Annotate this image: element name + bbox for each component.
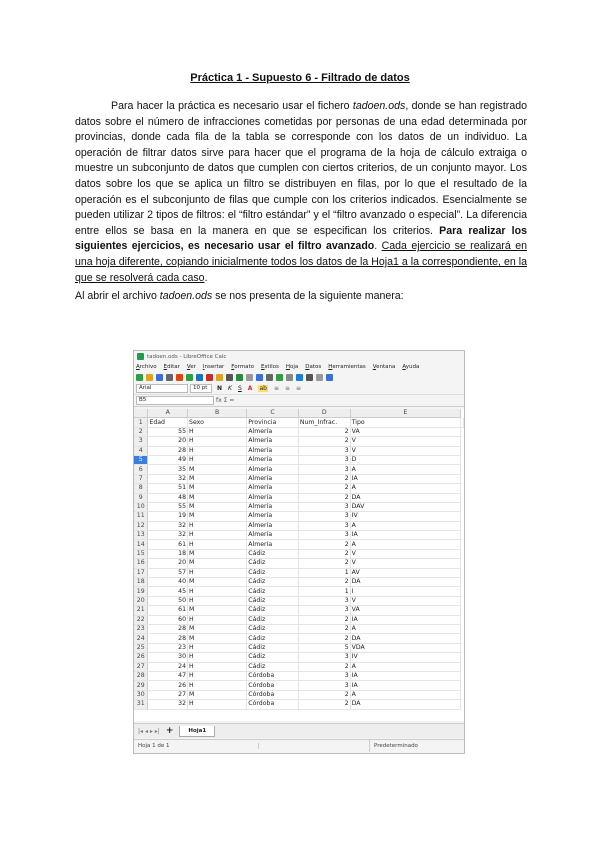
intro-file-name: tadoen.ods bbox=[352, 100, 406, 112]
table-row bbox=[134, 568, 464, 577]
table-row bbox=[134, 418, 464, 427]
table-row bbox=[134, 474, 464, 483]
cell-sexo[interactable]: M bbox=[188, 502, 247, 511]
cell-num-infrac[interactable]: 3 bbox=[298, 653, 350, 662]
italic-icon[interactable]: K bbox=[228, 385, 232, 392]
cell-num-infrac[interactable]: 3 bbox=[298, 512, 350, 521]
formula-icons[interactable]: fx Σ = bbox=[216, 397, 235, 404]
cell-edad[interactable]: 18 bbox=[148, 549, 188, 558]
table-row bbox=[134, 427, 464, 436]
header-cell[interactable]: Provincia bbox=[247, 418, 299, 427]
cell-tipo[interactable]: V bbox=[350, 446, 460, 455]
cell-tipo[interactable]: V bbox=[350, 596, 460, 605]
cell-sexo[interactable]: H bbox=[188, 662, 247, 671]
cell-sexo[interactable]: H bbox=[188, 653, 247, 662]
cell-sexo[interactable]: M bbox=[188, 474, 247, 483]
toolbar-button-icon[interactable] bbox=[296, 374, 303, 381]
formatting-toolbar bbox=[134, 383, 464, 394]
cell-edad[interactable]: 32 bbox=[148, 531, 188, 540]
table-row bbox=[134, 455, 464, 464]
cell-edad[interactable]: 32 bbox=[148, 474, 188, 483]
cell-tipo[interactable]: DAV bbox=[350, 502, 460, 511]
cell-provincia[interactable]: Cádiz bbox=[247, 624, 299, 633]
cell-sexo[interactable]: H bbox=[188, 596, 247, 605]
row-header[interactable]: 28 bbox=[134, 671, 148, 680]
row-header[interactable]: 27 bbox=[134, 662, 148, 671]
window-titlebar bbox=[134, 351, 464, 362]
cell-sexo[interactable]: H bbox=[188, 540, 247, 549]
toolbar-button-icon[interactable] bbox=[156, 374, 163, 381]
cell-tipo[interactable]: A bbox=[350, 521, 460, 530]
sheet-grid bbox=[134, 409, 464, 721]
row-header[interactable]: 11 bbox=[134, 512, 148, 521]
cell-edad[interactable]: 35 bbox=[148, 465, 188, 474]
header-cell[interactable]: Sexo bbox=[188, 418, 247, 427]
toolbar-button-icon[interactable] bbox=[136, 374, 143, 381]
table-row bbox=[134, 521, 464, 530]
cell-provincia[interactable]: Córdoba bbox=[247, 681, 299, 690]
cell-tipo[interactable]: DA bbox=[350, 634, 460, 643]
cell-num-infrac[interactable]: 3 bbox=[298, 671, 350, 680]
row-header[interactable]: 7 bbox=[134, 474, 148, 483]
cell-sexo[interactable]: H bbox=[188, 521, 247, 530]
cell-edad[interactable]: 49 bbox=[148, 455, 188, 464]
cell-edad[interactable]: 51 bbox=[148, 484, 188, 493]
cell-num-infrac[interactable]: 2 bbox=[298, 493, 350, 502]
toolbar-button-icon[interactable] bbox=[246, 374, 253, 381]
cell-provincia[interactable]: Almería bbox=[247, 540, 299, 549]
empty-cell[interactable] bbox=[461, 418, 464, 427]
cell-provincia[interactable]: Almería bbox=[247, 493, 299, 502]
cell-provincia[interactable]: Cádiz bbox=[247, 559, 299, 568]
cell-num-infrac[interactable]: 1 bbox=[298, 568, 350, 577]
menu-item-hoja[interactable]: Hoja bbox=[285, 364, 299, 370]
cell-provincia[interactable]: Cádiz bbox=[247, 587, 299, 596]
menu-item-ver[interactable]: Ver bbox=[186, 364, 196, 370]
cell-tipo[interactable]: A bbox=[350, 690, 460, 699]
cell-provincia[interactable]: Cádiz bbox=[247, 653, 299, 662]
column-header[interactable]: C bbox=[247, 409, 299, 418]
cell-edad[interactable]: 61 bbox=[148, 540, 188, 549]
menu-item-insertar[interactable]: Insertar bbox=[202, 364, 225, 370]
toolbar-button-icon[interactable] bbox=[196, 374, 203, 381]
row-header[interactable]: 13 bbox=[134, 531, 148, 540]
table-row bbox=[134, 502, 464, 511]
table-row bbox=[134, 624, 464, 633]
cell-edad[interactable]: 50 bbox=[148, 596, 188, 605]
cell-sexo[interactable]: H bbox=[188, 427, 247, 436]
bold-icon[interactable]: N bbox=[217, 385, 223, 392]
cell-tipo[interactable]: A bbox=[350, 484, 460, 493]
table-row bbox=[134, 587, 464, 596]
document-title: Práctica 1 - Supuesto 6 - Filtrado de datos bbox=[190, 72, 410, 84]
header-cell[interactable]: Num_Infrac. bbox=[298, 418, 350, 427]
cell-num-infrac[interactable]: 3 bbox=[298, 606, 350, 615]
cell-num-infrac[interactable]: 1 bbox=[298, 587, 350, 596]
table-row bbox=[134, 606, 464, 615]
cell-tipo[interactable]: V bbox=[350, 559, 460, 568]
font-name-box[interactable]: Arial bbox=[136, 384, 188, 393]
cell-tipo[interactable]: IA bbox=[350, 615, 460, 624]
cell-provincia[interactable]: Córdoba bbox=[247, 690, 299, 699]
row-header[interactable]: 23 bbox=[134, 624, 148, 633]
standard-toolbar bbox=[134, 372, 464, 383]
toolbar-button-icon[interactable] bbox=[166, 374, 173, 381]
row-header[interactable]: 2 bbox=[134, 427, 148, 436]
cell-provincia[interactable]: Cádiz bbox=[247, 578, 299, 587]
cell-provincia[interactable]: Almería bbox=[247, 455, 299, 464]
cell-sexo[interactable]: H bbox=[188, 587, 247, 596]
cell-sexo[interactable]: H bbox=[188, 455, 247, 464]
cell-sexo[interactable]: H bbox=[188, 531, 247, 540]
row-header[interactable]: 19 bbox=[134, 587, 148, 596]
cell-sexo[interactable]: H bbox=[188, 671, 247, 680]
menu-item-datos[interactable]: Datos bbox=[305, 364, 322, 370]
cell-provincia[interactable]: Córdoba bbox=[247, 700, 299, 709]
spreadsheet-screenshot bbox=[133, 350, 465, 754]
table-row bbox=[134, 549, 464, 558]
cell-num-infrac[interactable]: 2 bbox=[298, 662, 350, 671]
cell-provincia[interactable]: Almería bbox=[247, 427, 299, 436]
toolbar-button-icon[interactable] bbox=[236, 374, 243, 381]
toolbar-button-icon[interactable] bbox=[266, 374, 273, 381]
cell-provincia[interactable]: Cádiz bbox=[247, 549, 299, 558]
table-row bbox=[134, 690, 464, 699]
cell-edad[interactable]: 60 bbox=[148, 615, 188, 624]
cell-tipo[interactable]: DA bbox=[350, 578, 460, 587]
cell-tipo[interactable]: IA bbox=[350, 531, 460, 540]
cell-tipo[interactable]: A bbox=[350, 624, 460, 633]
cell-num-infrac[interactable]: 3 bbox=[298, 596, 350, 605]
status-sheet-count: Hoja 1 de 1 bbox=[134, 743, 259, 749]
row-header[interactable]: 31 bbox=[134, 700, 148, 709]
formula-bar bbox=[134, 394, 464, 407]
cell-sexo[interactable]: M bbox=[188, 549, 247, 558]
cell-num-infrac[interactable]: 2 bbox=[298, 690, 350, 699]
column-header[interactable] bbox=[134, 409, 148, 418]
cell-edad[interactable]: 45 bbox=[148, 587, 188, 596]
align-center-icon[interactable]: ≡ bbox=[284, 385, 290, 392]
cell-sexo[interactable]: M bbox=[188, 624, 247, 633]
window-title: tadoen.ods - LibreOffice Calc bbox=[147, 353, 227, 360]
cell-tipo[interactable]: I bbox=[350, 587, 460, 596]
cell-num-infrac[interactable]: 3 bbox=[298, 446, 350, 455]
sheet-tab-bar bbox=[134, 723, 465, 738]
row-header[interactable]: 9 bbox=[134, 493, 148, 502]
row-header[interactable]: 10 bbox=[134, 502, 148, 511]
cell-provincia[interactable]: Almería bbox=[247, 531, 299, 540]
cell-tipo[interactable]: AV bbox=[350, 568, 460, 577]
cell-edad[interactable]: 26 bbox=[148, 681, 188, 690]
cell-num-infrac[interactable]: 2 bbox=[298, 437, 350, 446]
row-header[interactable]: 15 bbox=[134, 549, 148, 558]
column-header[interactable]: D bbox=[298, 409, 350, 418]
sheet-tab-hoja1[interactable]: Hoja1 bbox=[179, 726, 215, 737]
row-header[interactable]: 16 bbox=[134, 559, 148, 568]
cell-tipo[interactable]: VA bbox=[350, 606, 460, 615]
cell-provincia[interactable]: Almería bbox=[247, 484, 299, 493]
cell-edad[interactable]: 20 bbox=[148, 437, 188, 446]
cell-tipo[interactable]: D bbox=[350, 455, 460, 464]
row-header[interactable]: 12 bbox=[134, 521, 148, 530]
menu-item-ayuda[interactable]: Ayuda bbox=[402, 364, 420, 370]
cell-num-infrac[interactable]: 2 bbox=[298, 559, 350, 568]
font-size-box[interactable]: 10 pt bbox=[190, 384, 212, 393]
cell-edad[interactable]: 19 bbox=[148, 512, 188, 521]
cell-provincia[interactable]: Cádiz bbox=[247, 568, 299, 577]
add-sheet-icon[interactable]: + bbox=[165, 726, 174, 736]
cell-provincia[interactable]: Cádiz bbox=[247, 615, 299, 624]
cell-num-infrac[interactable]: 5 bbox=[298, 643, 350, 652]
cell-edad[interactable]: 28 bbox=[148, 634, 188, 643]
cell-num-infrac[interactable]: 2 bbox=[298, 634, 350, 643]
cell-provincia[interactable]: Córdoba bbox=[247, 671, 299, 680]
row-header[interactable]: 25 bbox=[134, 643, 148, 652]
align-left-icon[interactable]: ≡ bbox=[273, 385, 279, 392]
cell-provincia[interactable]: Cádiz bbox=[247, 596, 299, 605]
cell-sexo[interactable]: M bbox=[188, 578, 247, 587]
table-row bbox=[134, 662, 464, 671]
cell-tipo[interactable]: V bbox=[350, 437, 460, 446]
cell-tipo[interactable]: A bbox=[350, 540, 460, 549]
header-cell[interactable]: Edad bbox=[148, 418, 188, 427]
cell-edad[interactable]: 23 bbox=[148, 643, 188, 652]
row-header[interactable]: 18 bbox=[134, 578, 148, 587]
table-row bbox=[134, 437, 464, 446]
cell-provincia[interactable]: Almería bbox=[247, 437, 299, 446]
cell-sexo[interactable]: H bbox=[188, 681, 247, 690]
cell-sexo[interactable]: H bbox=[188, 446, 247, 455]
cell-edad[interactable]: 55 bbox=[148, 427, 188, 436]
menu-item-estilos[interactable]: Estilos bbox=[261, 364, 279, 370]
name-box[interactable]: B5 bbox=[136, 396, 214, 405]
toolbar-button-icon[interactable] bbox=[286, 374, 293, 381]
cell-tipo[interactable]: DA bbox=[350, 700, 460, 709]
row-header[interactable]: 4 bbox=[134, 446, 148, 455]
status-page-style: Predeterminado bbox=[374, 743, 418, 749]
cell-sexo[interactable]: M bbox=[188, 559, 247, 568]
toolbar-button-icon[interactable] bbox=[256, 374, 263, 381]
status-bar bbox=[134, 739, 464, 752]
row-header[interactable]: 3 bbox=[134, 437, 148, 446]
underline-icon[interactable]: S bbox=[237, 385, 242, 392]
intro-text-2: , donde se han registrado datos sobre el número de infracciones cometidas por personas de una edad determinada por provincias, donde cada fila de la tabla se corresponde con los datos de un individuo. La operación de filtrar datos sirve para hacer que el programa de la hoja de cálculo extraiga o muestre un subconjunto de datos que cumplen con ciertos criterios, de un conjunto mayor. Los datos sobre los que se aplica un filtro se distribuyen en filas, por lo que el resultado de la operación es el subconjunto de filas que cumple con los criterios indicados. Esencialmente se pueden utilizar 2 tipos de filtros: el “filtro estándar” y el “filtro avanzado o especial”. La diferencia entre ellos se basa en la manera en que se especifican los criterios. bbox=[75, 100, 527, 237]
table-row bbox=[134, 446, 464, 455]
intro-underlined-instruction: Cada ejercicio se realizará en una hoja diferente, copiando inicialmente todos los datos de la Hoja1 a la correspondiente, en la que se resolverá cada caso bbox=[75, 240, 527, 284]
cell-num-infrac[interactable]: 2 bbox=[298, 615, 350, 624]
cell-sexo[interactable]: H bbox=[188, 615, 247, 624]
row-header[interactable]: 21 bbox=[134, 606, 148, 615]
font-color-icon[interactable]: A bbox=[247, 385, 253, 392]
cell-provincia[interactable]: Almería bbox=[247, 465, 299, 474]
toolbar-button-icon[interactable] bbox=[146, 374, 153, 381]
toolbar-button-icon[interactable] bbox=[276, 374, 283, 381]
cell-num-infrac[interactable]: 2 bbox=[298, 484, 350, 493]
column-header[interactable]: E bbox=[350, 409, 460, 418]
cell-edad[interactable]: 32 bbox=[148, 700, 188, 709]
intro-bold-instruction: Para realizar los siguientes ejercicios, es necesario usar el filtro avanzado bbox=[75, 224, 527, 253]
intro-text-3: . bbox=[374, 240, 382, 253]
table-row bbox=[134, 493, 464, 502]
cell-sexo[interactable]: H bbox=[188, 700, 247, 709]
row-header[interactable]: 30 bbox=[134, 690, 148, 699]
cell-num-infrac[interactable]: 3 bbox=[298, 502, 350, 511]
table-row bbox=[134, 531, 464, 540]
cell-sexo[interactable]: M bbox=[188, 484, 247, 493]
row-header[interactable]: 6 bbox=[134, 465, 148, 474]
table-row bbox=[134, 540, 464, 549]
cell-edad[interactable]: 57 bbox=[148, 568, 188, 577]
toolbar-button-icon[interactable] bbox=[316, 374, 323, 381]
cell-tipo[interactable]: VA bbox=[350, 427, 460, 436]
row-header[interactable]: 8 bbox=[134, 484, 148, 493]
intro-text-1: Para hacer la práctica es necesario usar el fichero bbox=[111, 100, 353, 112]
table-row bbox=[134, 465, 464, 474]
toolbar-button-icon[interactable] bbox=[176, 374, 183, 381]
menu-item-ventana[interactable]: Ventana bbox=[372, 364, 396, 370]
highlight-icon[interactable]: ab bbox=[259, 385, 267, 392]
cell-edad[interactable]: 61 bbox=[148, 606, 188, 615]
align-right-icon[interactable]: ≡ bbox=[296, 385, 302, 392]
status-spacer bbox=[259, 740, 370, 752]
cell-num-infrac[interactable]: 2 bbox=[298, 474, 350, 483]
cell-tipo[interactable]: IA bbox=[350, 474, 460, 483]
cell-tipo[interactable]: A bbox=[350, 465, 460, 474]
cell-num-infrac[interactable]: 2 bbox=[298, 540, 350, 549]
cell-edad[interactable]: 28 bbox=[148, 446, 188, 455]
cell-num-infrac[interactable]: 3 bbox=[298, 531, 350, 540]
cell-num-infrac[interactable]: 3 bbox=[298, 681, 350, 690]
cell-tipo[interactable]: A bbox=[350, 662, 460, 671]
cell-tipo[interactable]: IA bbox=[350, 681, 460, 690]
toolbar-button-icon[interactable] bbox=[326, 374, 333, 381]
row-header[interactable]: 5 bbox=[134, 455, 148, 464]
cell-sexo[interactable]: M bbox=[188, 512, 247, 521]
cell-sexo[interactable]: M bbox=[188, 690, 247, 699]
cell-edad[interactable]: 47 bbox=[148, 671, 188, 680]
table-row bbox=[134, 643, 464, 652]
row-header[interactable]: 29 bbox=[134, 681, 148, 690]
table-row bbox=[134, 596, 464, 605]
row-header[interactable]: 20 bbox=[134, 596, 148, 605]
sheet-nav-arrows-icon[interactable]: |◂ ◂ ▸ ▸| bbox=[138, 727, 160, 735]
cell-sexo[interactable]: M bbox=[188, 465, 247, 474]
row-header[interactable]: 17 bbox=[134, 568, 148, 577]
cell-edad[interactable]: 24 bbox=[148, 662, 188, 671]
cell-edad[interactable]: 20 bbox=[148, 559, 188, 568]
cell-provincia[interactable]: Almería bbox=[247, 512, 299, 521]
cell-provincia[interactable]: Almería bbox=[247, 446, 299, 455]
cell-tipo[interactable]: V bbox=[350, 549, 460, 558]
p2-text-2: se nos presenta de la siguiente manera: bbox=[212, 290, 404, 302]
cell-edad[interactable]: 32 bbox=[148, 521, 188, 530]
cell-sexo[interactable]: H bbox=[188, 643, 247, 652]
cell-edad[interactable]: 55 bbox=[148, 502, 188, 511]
toolbar-button-icon[interactable] bbox=[226, 374, 233, 381]
table-row bbox=[134, 671, 464, 680]
cell-tipo[interactable]: IV bbox=[350, 512, 460, 521]
cell-sexo[interactable]: M bbox=[188, 606, 247, 615]
cell-num-infrac[interactable]: 2 bbox=[298, 624, 350, 633]
cell-provincia[interactable]: Cádiz bbox=[247, 606, 299, 615]
table-row bbox=[134, 700, 464, 709]
menu-item-herramientas[interactable]: Herramientas bbox=[328, 364, 366, 370]
table-row bbox=[134, 681, 464, 690]
data-table bbox=[134, 409, 464, 710]
toolbar-button-icon[interactable] bbox=[306, 374, 313, 381]
menu-item-formato[interactable]: Formato bbox=[231, 364, 255, 370]
cell-num-infrac[interactable]: 3 bbox=[298, 455, 350, 464]
cell-tipo[interactable]: DA bbox=[350, 493, 460, 502]
menu-bar bbox=[134, 362, 464, 372]
table-row bbox=[134, 634, 464, 643]
intro-paragraph bbox=[75, 99, 527, 286]
table-row bbox=[134, 578, 464, 587]
cell-provincia[interactable]: Almería bbox=[247, 474, 299, 483]
cell-edad[interactable]: 40 bbox=[148, 578, 188, 587]
cell-provincia[interactable]: Cádiz bbox=[247, 634, 299, 643]
cell-tipo[interactable]: VDA bbox=[350, 643, 460, 652]
p2-file-name: tadoen.ods bbox=[159, 290, 213, 302]
cell-num-infrac[interactable]: 2 bbox=[298, 700, 350, 709]
calc-app-icon bbox=[137, 353, 144, 360]
header-cell[interactable]: Tipo bbox=[350, 418, 460, 427]
cell-sexo[interactable]: M bbox=[188, 493, 247, 502]
row-header[interactable]: 24 bbox=[134, 634, 148, 643]
row-header[interactable]: 1 bbox=[134, 418, 148, 427]
table-row bbox=[134, 559, 464, 568]
row-header[interactable]: 26 bbox=[134, 653, 148, 662]
intro-text-4: . bbox=[204, 271, 208, 284]
cell-num-infrac[interactable]: 2 bbox=[298, 578, 350, 587]
cell-tipo[interactable]: IV bbox=[350, 653, 460, 662]
cell-edad[interactable]: 30 bbox=[148, 653, 188, 662]
row-header[interactable]: 14 bbox=[134, 540, 148, 549]
table-row bbox=[134, 615, 464, 624]
cell-num-infrac[interactable]: 3 bbox=[298, 465, 350, 474]
cell-edad[interactable]: 27 bbox=[148, 690, 188, 699]
table-row bbox=[134, 512, 464, 521]
cell-edad[interactable]: 48 bbox=[148, 493, 188, 502]
menu-item-archivo[interactable]: Archivo bbox=[136, 364, 157, 370]
cell-provincia[interactable]: Cádiz bbox=[247, 662, 299, 671]
cell-edad[interactable]: 28 bbox=[148, 624, 188, 633]
column-header[interactable]: B bbox=[188, 409, 247, 418]
column-header[interactable]: A bbox=[148, 409, 188, 418]
cell-sexo[interactable]: H bbox=[188, 568, 247, 577]
cell-provincia[interactable]: Almería bbox=[247, 502, 299, 511]
cell-provincia[interactable]: Almería bbox=[247, 521, 299, 530]
table-row bbox=[134, 653, 464, 662]
cell-sexo[interactable]: H bbox=[188, 437, 247, 446]
cell-tipo[interactable]: IA bbox=[350, 671, 460, 680]
cell-provincia[interactable]: Cádiz bbox=[247, 643, 299, 652]
cell-num-infrac[interactable]: 3 bbox=[298, 521, 350, 530]
cell-sexo[interactable]: M bbox=[188, 634, 247, 643]
cell-num-infrac[interactable]: 2 bbox=[298, 549, 350, 558]
toolbar-button-icon[interactable] bbox=[186, 374, 193, 381]
p2-text-1: Al abrir el archivo bbox=[75, 290, 160, 302]
cell-num-infrac[interactable]: 2 bbox=[298, 427, 350, 436]
table-row bbox=[134, 484, 464, 493]
row-header[interactable]: 22 bbox=[134, 615, 148, 624]
second-paragraph bbox=[75, 290, 404, 302]
menu-item-editar[interactable]: Editar bbox=[163, 364, 180, 370]
toolbar-button-icon[interactable] bbox=[206, 374, 213, 381]
toolbar-button-icon[interactable] bbox=[216, 374, 223, 381]
